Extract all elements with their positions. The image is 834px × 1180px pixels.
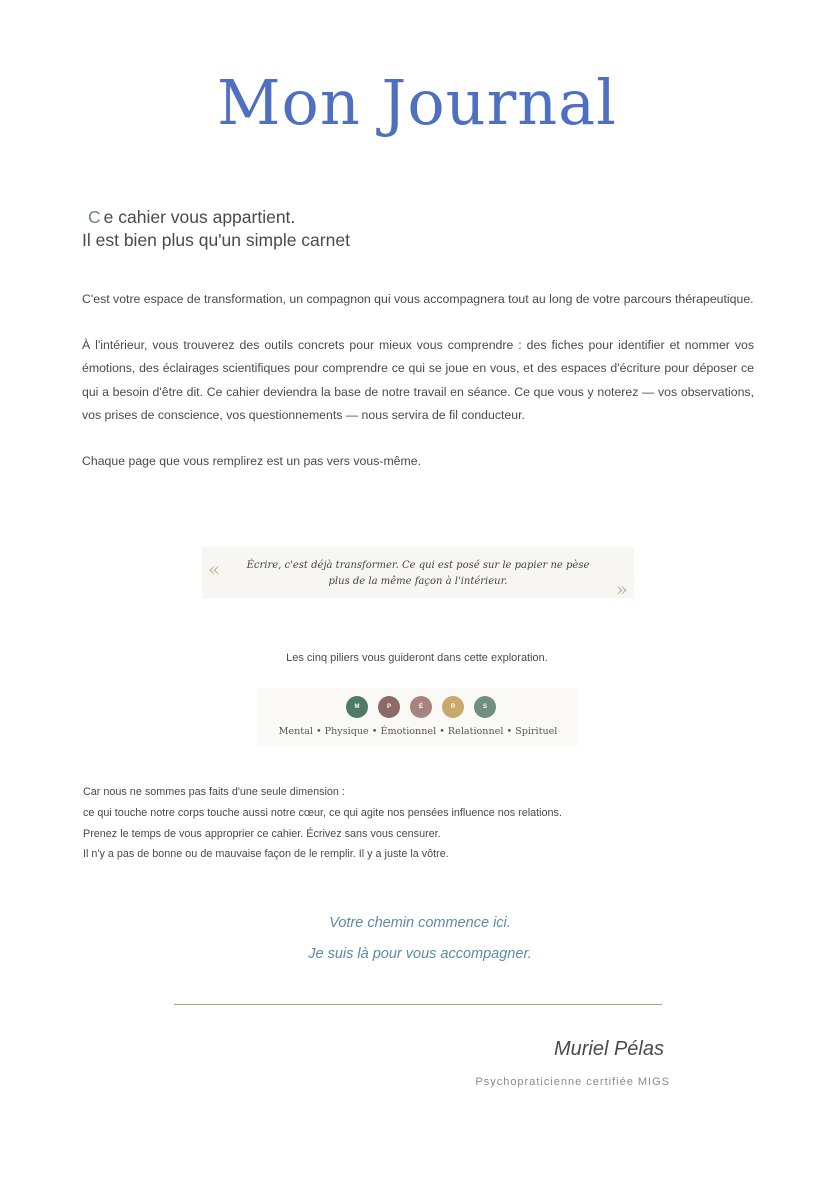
- pillar-circle-spirituel: S: [474, 696, 496, 718]
- intro-line-1: [82, 206, 350, 229]
- divider: [174, 1004, 662, 1005]
- pillar-circle-relationnel: R: [442, 696, 464, 718]
- motto-line-1: Votre chemin commence ici.: [329, 915, 511, 931]
- pillar-circle-emotionnel: É: [410, 696, 432, 718]
- intro-line-2: Il est bien plus qu'un simple carnet: [82, 230, 350, 250]
- signature-name: Muriel Pélas: [553, 1038, 664, 1060]
- intro-heading: [82, 206, 350, 252]
- pillars-intro: Les cinq piliers vous guideront dans cette exploration.: [286, 652, 548, 664]
- paragraph: À l'intérieur, vous trouverez des outils concrets pour mieux vous comprendre : des fiches pour identifier et nommer vos émotions, des éclairages scientifiques pour comprendre ce qui se joue en vous, et des espaces d'écriture pour déposer ce qui a besoin d'être dit. Ce cahier deviendra la base de notre travail en séance. Ce que vous y noterez — vos observations, vos prises de conscience, vos questionnements — nous servira de fil conducteur.: [82, 338, 754, 422]
- closing-line: Prenez le temps de vous approprier ce cahier. Écrivez sans vous censurer.: [83, 827, 441, 840]
- closing-text: [83, 782, 562, 865]
- pillar-circles: [258, 696, 578, 718]
- pillar-labels: Mental • Physique • Émotionnel • Relationnel • Spirituel: [278, 726, 558, 737]
- closing-line: Il n'y a pas de bonne ou de mauvaise façon de le remplir. Il y a juste la vôtre.: [83, 848, 449, 861]
- closing-line: Car nous ne sommes pas faits d'une seule dimension :: [83, 786, 345, 798]
- paragraph: Chaque page que vous remplirez est un pas vers vous-même.: [82, 454, 422, 469]
- body-text: [82, 288, 754, 496]
- drop-cap: C: [88, 207, 101, 227]
- pillar-circle-physique: P: [378, 696, 400, 718]
- quote-open-mark: «: [208, 557, 221, 581]
- page-title: Mon Journal: [217, 66, 617, 139]
- intro-line-1-text: e cahier vous appartient.: [103, 207, 296, 227]
- motto-line-2: Je suis là pour vous accompagner.: [308, 946, 532, 962]
- paragraph: C'est votre espace de transformation, un compagnon qui vous accompagnera tout au long de votre parcours thérapeutique.: [82, 292, 754, 306]
- quote-text: Écrire, c'est déjà transformer. Ce qui est posé sur le papier ne pèse plus de la même façon à l'intérieur.: [246, 560, 590, 587]
- quote-close-mark: »: [615, 577, 628, 601]
- signature-title: Psychopraticienne certifiée MIGS: [475, 1076, 670, 1088]
- closing-line: ce qui touche notre corps touche aussi notre cœur, ce qui agite nos pensées influence nos relations.: [83, 806, 562, 819]
- quote-box: [202, 547, 634, 601]
- pillar-circle-mental: M: [346, 696, 368, 718]
- pillars-graphic: [258, 688, 578, 746]
